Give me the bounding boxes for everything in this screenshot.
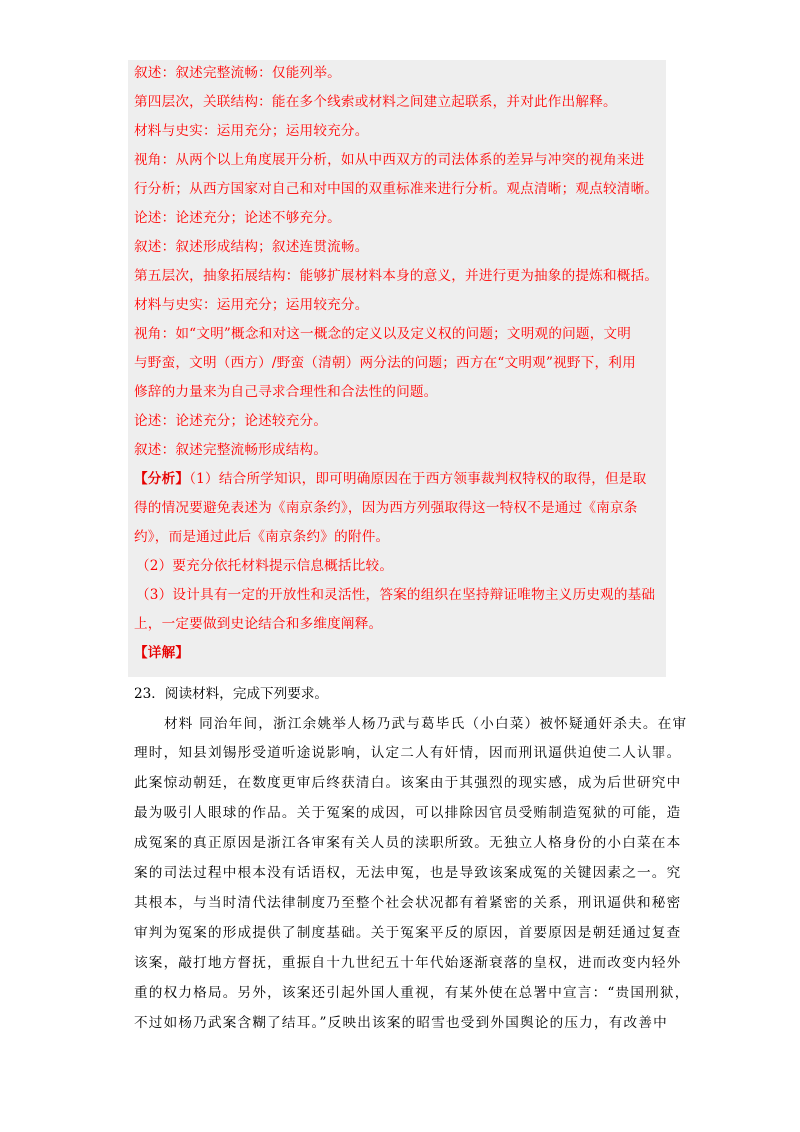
analysis-tag: 【分析】 [134, 471, 190, 487]
material-line: 案的司法过程中根本没有话语权，无法申冤，也是导致该案成冤的关键因素之一。究 [134, 865, 682, 881]
criteria-line: 叙述：叙述完整流畅形成结构。 [134, 442, 328, 458]
question-number-line: 23．阅读材料，完成下列要求。 [134, 686, 329, 702]
material-line: 理时，知县刘锡彤受道听途说影响，认定二人有奸情，因而刑讯逼供迫使二人认罪。 [134, 745, 682, 761]
criteria-line: 行分析；从西方国家对自己和对中国的双重标准来进行分析。观点清晰；观点较清晰。 [134, 181, 659, 197]
analysis-line: （3）设计具有一定的开放性和灵活性，答案的组织在坚持辩证唯物主义历史观的基础 [136, 587, 656, 603]
criteria-line: 与野蛮，文明（西方）/野蛮（清朝）两分法的问题；西方在“文明观”视野下，利用 [134, 355, 636, 371]
analysis-line: 约》，而是通过此后《南京条约》的附件。 [134, 529, 390, 545]
criteria-line: 论述：论述充分；论述不够充分。 [134, 210, 341, 226]
criteria-line: 论述：论述充分；论述较充分。 [134, 413, 328, 429]
material-line: 不过如杨乃武案含糊了结耳。”反映出该案的昭雪也受到外国舆论的压力，有改善中 [134, 1015, 668, 1031]
material-line: 成冤案的真正原因是浙江各审案有关人员的渎职所致。无独立人格身份的小白菜在本 [134, 835, 682, 851]
material-line: 审判为冤案的形成提供了制度基础。关于冤案平反的原因，首要原因是朝廷通过复查 [134, 925, 682, 941]
criteria-line: 叙述：叙述形成结构；叙述连贯流畅。 [134, 239, 369, 255]
material-line: 最为吸引人眼球的作品。关于冤案的成因，可以排除因官员受贿制造冤狱的可能，造 [134, 805, 682, 821]
analysis-line: （2）要充分依托材料提示信息概括比较。 [136, 558, 394, 574]
material-line: 材料 同治年间，浙江余姚举人杨乃武与葛毕氏（小白菜）被怀疑通奸杀夫。在审 [164, 716, 688, 732]
criteria-line: 第五层次，抽象拓展结构：能够扩展材料本身的意义，并进行更为抽象的提炼和概括。 [134, 268, 659, 284]
criteria-line: 材料与史实：运用充分；运用较充分。 [134, 123, 369, 139]
analysis-text: （1）结合所学知识，即可明确原因在于西方领事裁判权特权的取得，但是取 [189, 471, 647, 487]
criteria-line: 视角：从两个以上角度展开分析，如从中西双方的司法体系的差异与冲突的视角来进 [134, 152, 645, 168]
criteria-line: 修辞的力量来为自己寻求合理性和合法性的问题。 [134, 384, 438, 400]
analysis-line: 上，一定要做到史论结合和多维度阐释。 [134, 616, 383, 632]
material-line: 此案惊动朝廷，在数度更审后终获清白。该案由于其强烈的现实感，成为后世研究中 [134, 775, 682, 791]
criteria-line: 第四层次，关联结构：能在多个线索或材料之间建立起联系，并对此作出解释。 [134, 94, 617, 110]
material-line: 该案，敲打地方督抚，重振自十九世纪五十年代始逐渐衰落的皇权，进而改变内轻外 [134, 955, 682, 971]
criteria-line: 材料与史实：运用充分；运用较充分。 [134, 297, 369, 313]
detail-tag: 【详解】 [134, 645, 190, 661]
criteria-line: 视角：如“文明”概念和对这一概念的定义以及定义权的问题；文明观的问题，文明 [134, 326, 632, 342]
criteria-line: 叙述：叙述完整流畅：仅能列举。 [134, 65, 341, 81]
analysis-line [134, 469, 666, 489]
material-line: 重的权力格局。另外，该案还引起外国人重视，有某外使在总署中宣言：“贵国刑狱， [134, 985, 690, 1001]
analysis-line: 得的情况要避免表述为《南京条约》，因为西方列强取得这一特权不是通过《南京条 [134, 500, 638, 516]
detail-heading [134, 643, 666, 663]
material-line: 其根本，与当时清代法律制度乃至整个社会状况都有着紧密的关系，刑讯逼供和秘密 [134, 895, 682, 911]
